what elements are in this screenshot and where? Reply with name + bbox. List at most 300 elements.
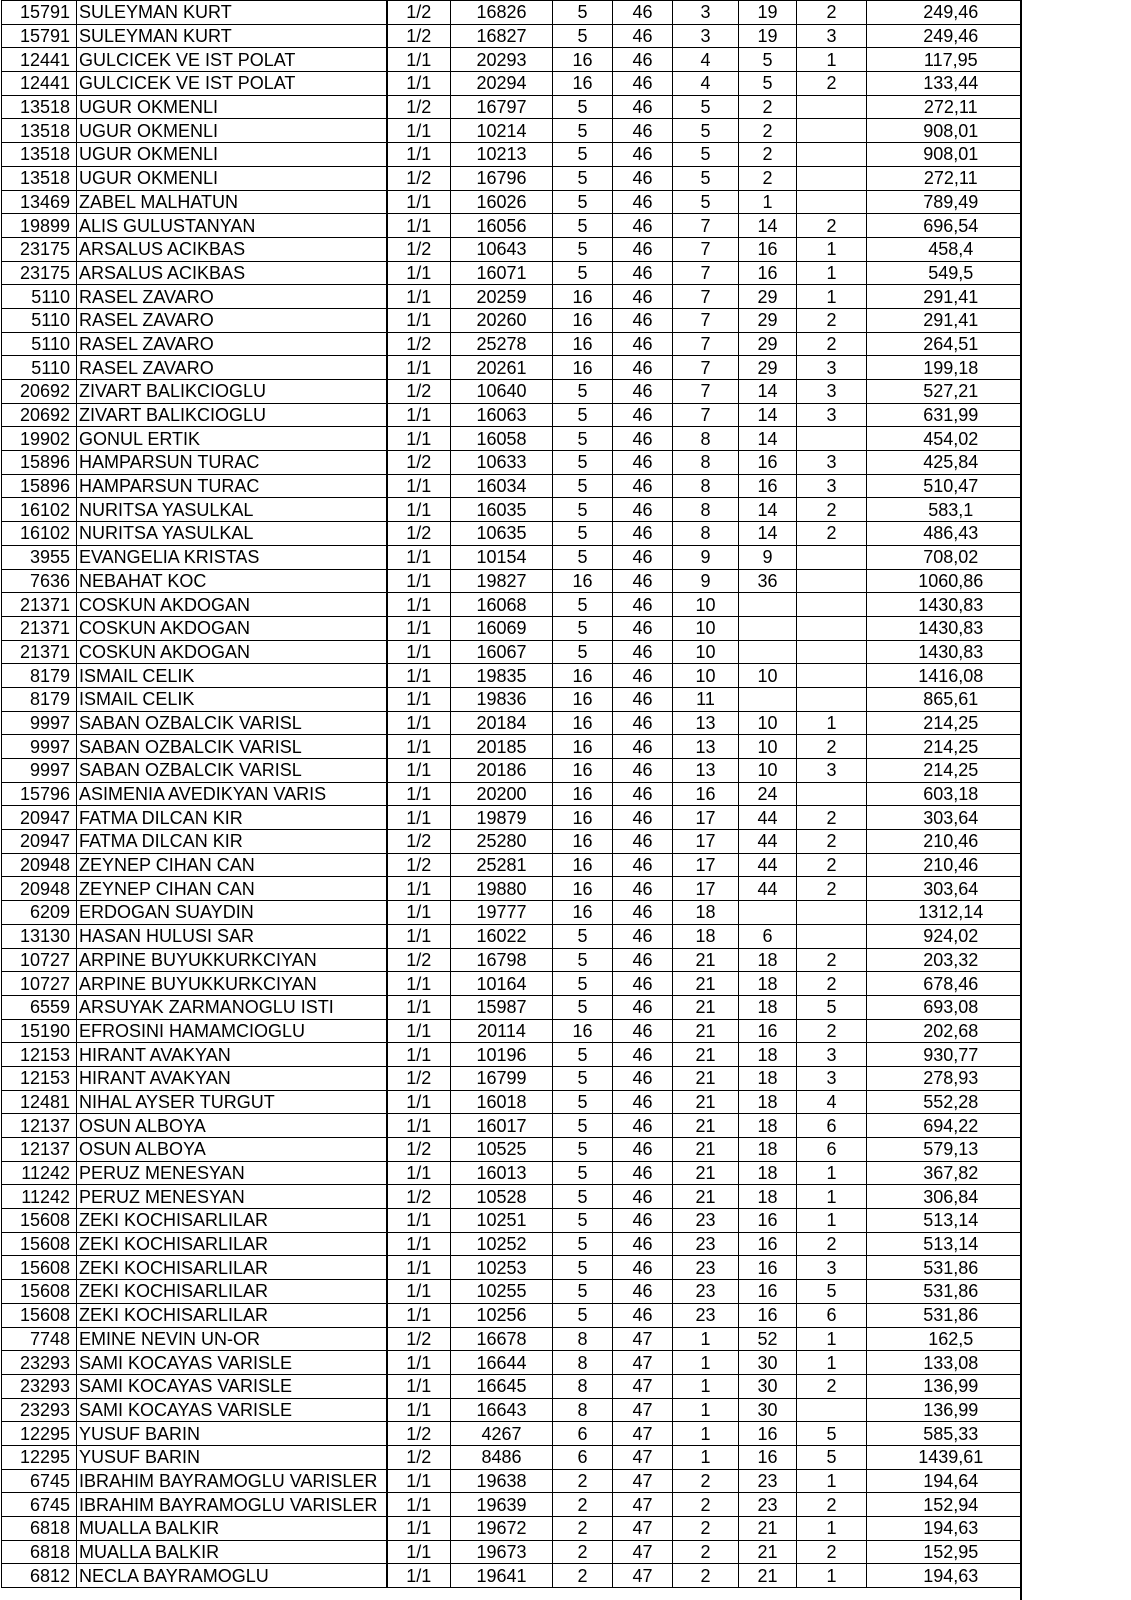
col-a-cell: 2: [553, 1493, 613, 1517]
col-d-cell: 21: [739, 1564, 797, 1588]
col-c-cell: 7: [673, 356, 739, 380]
table-row: [2, 616, 1021, 640]
amount-cell: 272,11: [867, 95, 1021, 119]
col-e-cell: 1: [797, 1209, 867, 1233]
record-id-cell: 12153: [2, 1043, 77, 1067]
col-a-cell: 16: [553, 901, 613, 925]
col-e-cell: 1: [797, 711, 867, 735]
share-cell: 1/1: [387, 498, 451, 522]
col-b-cell: 46: [613, 285, 673, 309]
col-a-cell: 5: [553, 593, 613, 617]
share-cell: 1/2: [387, 166, 451, 190]
col-e-cell: [797, 166, 867, 190]
col-e-cell: 1: [797, 1161, 867, 1185]
col-c-cell: 23: [673, 1256, 739, 1280]
amount-cell: 694,22: [867, 1114, 1021, 1138]
owner-name-cell: RASEL ZAVARO: [77, 285, 387, 309]
col-d-cell: 36: [739, 569, 797, 593]
record-id-cell: 15791: [2, 1, 77, 25]
col-e-cell: 3: [797, 451, 867, 475]
col-b-cell: 46: [613, 166, 673, 190]
col-a-cell: 5: [553, 948, 613, 972]
record-id-cell: 7636: [2, 569, 77, 593]
amount-cell: 454,02: [867, 427, 1021, 451]
record-no-cell: 10256: [451, 1303, 553, 1327]
table-row: [2, 853, 1021, 877]
table-row: [2, 119, 1021, 143]
amount-cell: 908,01: [867, 119, 1021, 143]
owner-name-cell: COSKUN AKDOGAN: [77, 616, 387, 640]
col-d-cell: [739, 640, 797, 664]
owner-name-cell: ERDOGAN SUAYDIN: [77, 901, 387, 925]
record-no-cell: 16796: [451, 166, 553, 190]
amount-cell: 194,63: [867, 1564, 1021, 1588]
owner-name-cell: HAMPARSUN TURAC: [77, 474, 387, 498]
record-id-cell: 19902: [2, 427, 77, 451]
col-e-cell: [797, 143, 867, 167]
col-e-cell: 2: [797, 214, 867, 238]
table-row: [2, 24, 1021, 48]
record-id-cell: 6818: [2, 1540, 77, 1564]
col-d-cell: 30: [739, 1398, 797, 1422]
col-c-cell: 17: [673, 830, 739, 854]
share-cell: 1/2: [387, 1422, 451, 1446]
record-id-cell: 6559: [2, 995, 77, 1019]
share-cell: 1/1: [387, 1019, 451, 1043]
amount-cell: 1430,83: [867, 640, 1021, 664]
amount-cell: 210,46: [867, 830, 1021, 854]
share-cell: 1/1: [387, 687, 451, 711]
col-b-cell: 46: [613, 1232, 673, 1256]
owner-name-cell: IBRAHIM BAYRAMOGLU VARISLER: [77, 1469, 387, 1493]
col-b-cell: 46: [613, 1161, 673, 1185]
record-id-cell: 20947: [2, 830, 77, 854]
table-row: [2, 830, 1021, 854]
col-b-cell: 46: [613, 1066, 673, 1090]
col-c-cell: 1: [673, 1351, 739, 1375]
col-c-cell: 16: [673, 782, 739, 806]
record-id-cell: 3955: [2, 545, 77, 569]
col-a-cell: 16: [553, 759, 613, 783]
table-row: [2, 711, 1021, 735]
amount-cell: 133,44: [867, 72, 1021, 96]
record-no-cell: 16058: [451, 427, 553, 451]
col-a-cell: 5: [553, 451, 613, 475]
share-cell: 1/2: [387, 1, 451, 25]
col-d-cell: 14: [739, 380, 797, 404]
col-d-cell: 24: [739, 782, 797, 806]
table-row: [2, 1303, 1021, 1327]
col-d-cell: 44: [739, 877, 797, 901]
share-cell: 1/2: [387, 24, 451, 48]
record-no-cell: 19672: [451, 1517, 553, 1541]
share-cell: 1/2: [387, 1327, 451, 1351]
col-b-cell: 46: [613, 1303, 673, 1327]
col-b-cell: 46: [613, 901, 673, 925]
table-row: [2, 569, 1021, 593]
record-id-cell: 12481: [2, 1090, 77, 1114]
table-row: [2, 735, 1021, 759]
col-b-cell: 46: [613, 72, 673, 96]
table-row: [2, 1351, 1021, 1375]
record-no-cell: 10252: [451, 1232, 553, 1256]
share-cell: 1/1: [387, 995, 451, 1019]
col-a-cell: 2: [553, 1540, 613, 1564]
col-c-cell: 8: [673, 427, 739, 451]
table-row: [2, 1280, 1021, 1304]
col-d-cell: 14: [739, 403, 797, 427]
record-no-cell: 20294: [451, 72, 553, 96]
col-d-cell: [739, 593, 797, 617]
record-id-cell: 23175: [2, 261, 77, 285]
owner-name-cell: GULCICEK VE IST POLAT: [77, 48, 387, 72]
share-cell: 1/1: [387, 1540, 451, 1564]
col-c-cell: 21: [673, 995, 739, 1019]
col-a-cell: 5: [553, 640, 613, 664]
record-id-cell: 6812: [2, 1564, 77, 1588]
owner-name-cell: UGUR OKMENLI: [77, 119, 387, 143]
col-a-cell: 16: [553, 308, 613, 332]
record-no-cell: 15987: [451, 995, 553, 1019]
owner-name-cell: HASAN HULUSI SAR: [77, 924, 387, 948]
col-e-cell: 3: [797, 380, 867, 404]
record-id-cell: 9997: [2, 759, 77, 783]
share-cell: 1/1: [387, 664, 451, 688]
col-a-cell: 5: [553, 24, 613, 48]
col-b-cell: 46: [613, 924, 673, 948]
amount-cell: 631,99: [867, 403, 1021, 427]
record-no-cell: 10525: [451, 1138, 553, 1162]
col-e-cell: [797, 664, 867, 688]
share-cell: 1/1: [387, 427, 451, 451]
amount-cell: 708,02: [867, 545, 1021, 569]
col-d-cell: 9: [739, 545, 797, 569]
record-no-cell: 19827: [451, 569, 553, 593]
share-cell: 1/1: [387, 806, 451, 830]
share-cell: 1/1: [387, 48, 451, 72]
record-id-cell: 12137: [2, 1114, 77, 1138]
record-no-cell: 16034: [451, 474, 553, 498]
owner-name-cell: FATMA DILCAN KIR: [77, 806, 387, 830]
col-e-cell: 2: [797, 1019, 867, 1043]
col-b-cell: 47: [613, 1327, 673, 1351]
record-no-cell: 8486: [451, 1445, 553, 1469]
col-c-cell: 7: [673, 403, 739, 427]
owner-name-cell: NECLA BAYRAMOGLU: [77, 1564, 387, 1588]
col-a-cell: 16: [553, 711, 613, 735]
amount-cell: 693,08: [867, 995, 1021, 1019]
record-id-cell: 12137: [2, 1138, 77, 1162]
record-id-cell: 15791: [2, 24, 77, 48]
owner-name-cell: SULEYMAN KURT: [77, 24, 387, 48]
share-cell: 1/1: [387, 1564, 451, 1588]
col-c-cell: 7: [673, 237, 739, 261]
table-row: [2, 285, 1021, 309]
records-table: [1, 0, 1022, 1588]
col-c-cell: 10: [673, 640, 739, 664]
col-a-cell: 5: [553, 1, 613, 25]
amount-cell: 531,86: [867, 1303, 1021, 1327]
record-id-cell: 15608: [2, 1280, 77, 1304]
amount-cell: 531,86: [867, 1280, 1021, 1304]
col-c-cell: 8: [673, 522, 739, 546]
col-d-cell: 6: [739, 924, 797, 948]
record-id-cell: 16102: [2, 498, 77, 522]
col-a-cell: 5: [553, 190, 613, 214]
col-a-cell: 8: [553, 1327, 613, 1351]
record-no-cell: 19641: [451, 1564, 553, 1588]
col-c-cell: 2: [673, 1564, 739, 1588]
record-no-cell: 25281: [451, 853, 553, 877]
col-a-cell: 5: [553, 1303, 613, 1327]
record-id-cell: 5110: [2, 308, 77, 332]
col-b-cell: 46: [613, 1209, 673, 1233]
col-c-cell: 2: [673, 1540, 739, 1564]
amount-cell: 162,5: [867, 1327, 1021, 1351]
owner-name-cell: EFROSINI HAMAMCIOGLU: [77, 1019, 387, 1043]
col-a-cell: 5: [553, 1043, 613, 1067]
amount-cell: 117,95: [867, 48, 1021, 72]
col-b-cell: 46: [613, 95, 673, 119]
table-row: [2, 1422, 1021, 1446]
owner-name-cell: FATMA DILCAN KIR: [77, 830, 387, 854]
record-no-cell: 10253: [451, 1256, 553, 1280]
col-e-cell: 1: [797, 285, 867, 309]
record-id-cell: 13518: [2, 166, 77, 190]
col-c-cell: 4: [673, 72, 739, 96]
amount-cell: 425,84: [867, 451, 1021, 475]
record-no-cell: 10214: [451, 119, 553, 143]
record-no-cell: 16827: [451, 24, 553, 48]
col-c-cell: 8: [673, 451, 739, 475]
owner-name-cell: SAMI KOCAYAS VARISLE: [77, 1351, 387, 1375]
owner-name-cell: MUALLA BALKIR: [77, 1540, 387, 1564]
col-b-cell: 46: [613, 687, 673, 711]
col-c-cell: 8: [673, 498, 739, 522]
col-e-cell: 2: [797, 498, 867, 522]
col-d-cell: 18: [739, 1090, 797, 1114]
table-row: [2, 1517, 1021, 1541]
col-c-cell: 5: [673, 95, 739, 119]
record-no-cell: 16678: [451, 1327, 553, 1351]
col-d-cell: 21: [739, 1540, 797, 1564]
col-e-cell: 2: [797, 735, 867, 759]
table-row: [2, 1138, 1021, 1162]
col-d-cell: 52: [739, 1327, 797, 1351]
record-no-cell: 19835: [451, 664, 553, 688]
record-no-cell: 16826: [451, 1, 553, 25]
col-c-cell: 7: [673, 285, 739, 309]
record-id-cell: 12295: [2, 1422, 77, 1446]
col-c-cell: 13: [673, 759, 739, 783]
share-cell: 1/1: [387, 569, 451, 593]
record-id-cell: 15608: [2, 1209, 77, 1233]
owner-name-cell: GONUL ERTIK: [77, 427, 387, 451]
owner-name-cell: SAMI KOCAYAS VARISLE: [77, 1374, 387, 1398]
col-a-cell: 16: [553, 356, 613, 380]
owner-name-cell: GULCICEK VE IST POLAT: [77, 72, 387, 96]
col-b-cell: 46: [613, 806, 673, 830]
owner-name-cell: ZABEL MALHATUN: [77, 190, 387, 214]
col-c-cell: 4: [673, 48, 739, 72]
record-id-cell: 23293: [2, 1351, 77, 1375]
record-no-cell: 10255: [451, 1280, 553, 1304]
record-no-cell: 20200: [451, 782, 553, 806]
col-c-cell: 21: [673, 1161, 739, 1185]
table-row: [2, 759, 1021, 783]
table-row: [2, 640, 1021, 664]
amount-cell: 133,08: [867, 1351, 1021, 1375]
table-row: [2, 237, 1021, 261]
table-row: [2, 687, 1021, 711]
share-cell: 1/1: [387, 1256, 451, 1280]
col-c-cell: 8: [673, 474, 739, 498]
col-c-cell: 7: [673, 261, 739, 285]
amount-cell: 865,61: [867, 687, 1021, 711]
col-e-cell: 2: [797, 853, 867, 877]
share-cell: 1/1: [387, 1090, 451, 1114]
owner-name-cell: RASEL ZAVARO: [77, 356, 387, 380]
table-row: [2, 498, 1021, 522]
record-id-cell: 13518: [2, 119, 77, 143]
col-a-cell: 5: [553, 1066, 613, 1090]
col-e-cell: 1: [797, 1327, 867, 1351]
col-e-cell: 6: [797, 1138, 867, 1162]
record-id-cell: 13518: [2, 143, 77, 167]
amount-cell: 136,99: [867, 1398, 1021, 1422]
records-table-body: [2, 1, 1021, 1588]
owner-name-cell: OSUN ALBOYA: [77, 1138, 387, 1162]
col-c-cell: 5: [673, 143, 739, 167]
col-a-cell: 16: [553, 877, 613, 901]
share-cell: 1/2: [387, 1138, 451, 1162]
col-e-cell: 2: [797, 830, 867, 854]
col-a-cell: 2: [553, 1564, 613, 1588]
col-b-cell: 46: [613, 261, 673, 285]
col-e-cell: [797, 1398, 867, 1422]
col-d-cell: 14: [739, 522, 797, 546]
col-a-cell: 5: [553, 403, 613, 427]
share-cell: 1/2: [387, 830, 451, 854]
table-row: [2, 1564, 1021, 1588]
record-no-cell: 10251: [451, 1209, 553, 1233]
col-b-cell: 46: [613, 237, 673, 261]
col-a-cell: 16: [553, 664, 613, 688]
owner-name-cell: PERUZ MENESYAN: [77, 1185, 387, 1209]
table-row: [2, 95, 1021, 119]
record-id-cell: 8179: [2, 687, 77, 711]
table-row: [2, 261, 1021, 285]
amount-cell: 202,68: [867, 1019, 1021, 1043]
share-cell: 1/1: [387, 711, 451, 735]
owner-name-cell: ZIVART BALIKCIOGLU: [77, 380, 387, 404]
share-cell: 1/1: [387, 1469, 451, 1493]
col-b-cell: 46: [613, 1138, 673, 1162]
record-no-cell: 19880: [451, 877, 553, 901]
owner-name-cell: ASIMENIA AVEDIKYAN VARIS: [77, 782, 387, 806]
col-e-cell: [797, 569, 867, 593]
owner-name-cell: ARSALUS ACIKBAS: [77, 237, 387, 261]
col-c-cell: 10: [673, 593, 739, 617]
col-a-cell: 5: [553, 166, 613, 190]
table-row: [2, 451, 1021, 475]
owner-name-cell: ZEKI KOCHISARLILAR: [77, 1256, 387, 1280]
col-b-cell: 46: [613, 308, 673, 332]
col-b-cell: 46: [613, 735, 673, 759]
col-e-cell: 2: [797, 308, 867, 332]
share-cell: 1/1: [387, 1280, 451, 1304]
table-row: [2, 332, 1021, 356]
table-row: [2, 1540, 1021, 1564]
col-d-cell: 18: [739, 995, 797, 1019]
table-row: [2, 1114, 1021, 1138]
amount-cell: 214,25: [867, 759, 1021, 783]
col-b-cell: 46: [613, 545, 673, 569]
col-c-cell: 17: [673, 877, 739, 901]
share-cell: 1/1: [387, 877, 451, 901]
table-row: [2, 1209, 1021, 1233]
record-id-cell: 15608: [2, 1303, 77, 1327]
amount-cell: 549,5: [867, 261, 1021, 285]
col-e-cell: 3: [797, 474, 867, 498]
col-e-cell: 1: [797, 1185, 867, 1209]
amount-cell: 930,77: [867, 1043, 1021, 1067]
record-no-cell: 16643: [451, 1398, 553, 1422]
col-e-cell: 1: [797, 261, 867, 285]
table-row: [2, 1493, 1021, 1517]
record-id-cell: 10727: [2, 972, 77, 996]
col-d-cell: 10: [739, 711, 797, 735]
table-row: [2, 190, 1021, 214]
owner-name-cell: HAMPARSUN TURAC: [77, 451, 387, 475]
record-id-cell: 23293: [2, 1374, 77, 1398]
col-d-cell: 16: [739, 1232, 797, 1256]
col-c-cell: 1: [673, 1445, 739, 1469]
share-cell: 1/1: [387, 1114, 451, 1138]
col-b-cell: 46: [613, 24, 673, 48]
col-e-cell: 6: [797, 1114, 867, 1138]
col-b-cell: 46: [613, 830, 673, 854]
col-c-cell: 1: [673, 1327, 739, 1351]
table-row: [2, 806, 1021, 830]
col-a-cell: 5: [553, 95, 613, 119]
amount-cell: 789,49: [867, 190, 1021, 214]
amount-cell: 249,46: [867, 1, 1021, 25]
table-row: [2, 1, 1021, 25]
col-e-cell: [797, 687, 867, 711]
owner-name-cell: ZIVART BALIKCIOGLU: [77, 403, 387, 427]
col-b-cell: 46: [613, 427, 673, 451]
amount-cell: 214,25: [867, 711, 1021, 735]
col-b-cell: 46: [613, 474, 673, 498]
col-e-cell: 2: [797, 806, 867, 830]
owner-name-cell: ARPINE BUYUKKURKCIYAN: [77, 972, 387, 996]
share-cell: 1/1: [387, 1161, 451, 1185]
table-row: [2, 593, 1021, 617]
col-a-cell: 5: [553, 214, 613, 238]
record-no-cell: 20261: [451, 356, 553, 380]
owner-name-cell: NURITSA YASULKAL: [77, 498, 387, 522]
record-no-cell: 10635: [451, 522, 553, 546]
col-e-cell: 1: [797, 1517, 867, 1541]
col-e-cell: 2: [797, 1232, 867, 1256]
record-id-cell: 12295: [2, 1445, 77, 1469]
record-no-cell: 19673: [451, 1540, 553, 1564]
col-c-cell: 21: [673, 972, 739, 996]
share-cell: 1/1: [387, 285, 451, 309]
share-cell: 1/1: [387, 640, 451, 664]
col-d-cell: 16: [739, 1303, 797, 1327]
